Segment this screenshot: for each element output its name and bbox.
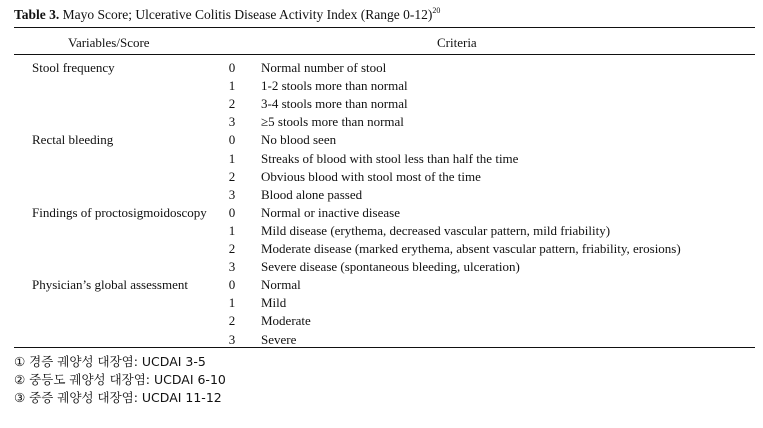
row-score: 3 (228, 186, 236, 202)
row-score: 2 (228, 96, 236, 112)
row-score: 1 (228, 295, 236, 311)
row-criteria: Severe (261, 331, 297, 347)
row-criteria: Blood alone passed (261, 186, 363, 202)
note-moderate: ② 중등도 궤양성 대장염: UCDAI 6-10 (14, 372, 226, 387)
row-score: 1 (228, 222, 236, 238)
row-score: 0 (228, 132, 236, 148)
table-caption-reference: 20 (432, 6, 441, 15)
row-criteria: Mild (261, 295, 287, 311)
table-row (0, 241, 763, 259)
header-variables-score: Variables/Score (68, 35, 150, 50)
row-score: 0 (228, 277, 236, 293)
table-row (0, 187, 763, 205)
row-score: 2 (228, 313, 236, 329)
table-caption (14, 6, 440, 23)
row-criteria: No blood seen (261, 132, 337, 148)
row-criteria: Normal or inactive disease (261, 204, 400, 220)
row-score: 3 (228, 259, 236, 275)
row-score: 0 (228, 60, 236, 75)
table-row (0, 151, 763, 169)
row-criteria: Normal (261, 277, 301, 293)
table-row (0, 60, 763, 78)
row-criteria: Moderate (261, 313, 311, 329)
row-variable: Stool frequency (32, 60, 115, 75)
notes-list (14, 353, 226, 407)
row-score: 1 (228, 150, 236, 166)
row-criteria: 1-2 stools more than normal (261, 78, 408, 94)
row-criteria: Mild disease (erythema, decreased vascular pattern, mild friability) (261, 222, 611, 238)
note-severe: ③ 중증 궤양성 대장염: UCDAI 11-12 (14, 390, 222, 405)
table-top-rule (14, 27, 755, 28)
row-criteria: Streaks of blood with stool less than half the time (261, 150, 519, 166)
row-score: 2 (228, 241, 236, 256)
table-caption-label: Table 3. (14, 7, 60, 22)
table-row (0, 169, 763, 187)
table-bottom-rule (14, 347, 755, 348)
table-row (0, 223, 763, 241)
table-row (0, 277, 763, 295)
table-header-rule (14, 54, 755, 55)
row-score: 0 (228, 204, 236, 220)
row-variable: Rectal bleeding (32, 132, 114, 148)
table-row (0, 114, 763, 132)
header-criteria: Criteria (437, 35, 477, 50)
row-variable: Physician’s global assessment (32, 277, 188, 293)
row-criteria: Normal number of stool (261, 60, 387, 75)
row-criteria: ≥5 stools more than normal (261, 114, 404, 130)
row-criteria: Severe disease (spontaneous bleeding, ulceration) (261, 259, 520, 275)
row-score: 3 (228, 331, 236, 347)
row-criteria: Moderate disease (marked erythema, absent vascular pattern, friability, erosions) (261, 241, 681, 256)
table-row (0, 259, 763, 277)
note-mild: ① 경증 궤양성 대장염: UCDAI 3-5 (14, 354, 206, 369)
row-score: 2 (228, 168, 236, 184)
table-row (0, 313, 763, 331)
table-caption-text: Mayo Score; Ulcerative Colitis Disease Activity Index (Range 0-12) (59, 7, 433, 22)
row-variable: Findings of proctosigmoidoscopy (32, 204, 207, 220)
table-row (0, 132, 763, 150)
table-row (0, 96, 763, 114)
table-row (0, 78, 763, 96)
row-criteria: Obvious blood with stool most of the time (261, 168, 481, 184)
table-row (0, 295, 763, 313)
table-row (0, 205, 763, 223)
row-score: 3 (228, 114, 236, 130)
row-criteria: 3-4 stools more than normal (261, 96, 408, 112)
row-score: 1 (228, 78, 236, 94)
